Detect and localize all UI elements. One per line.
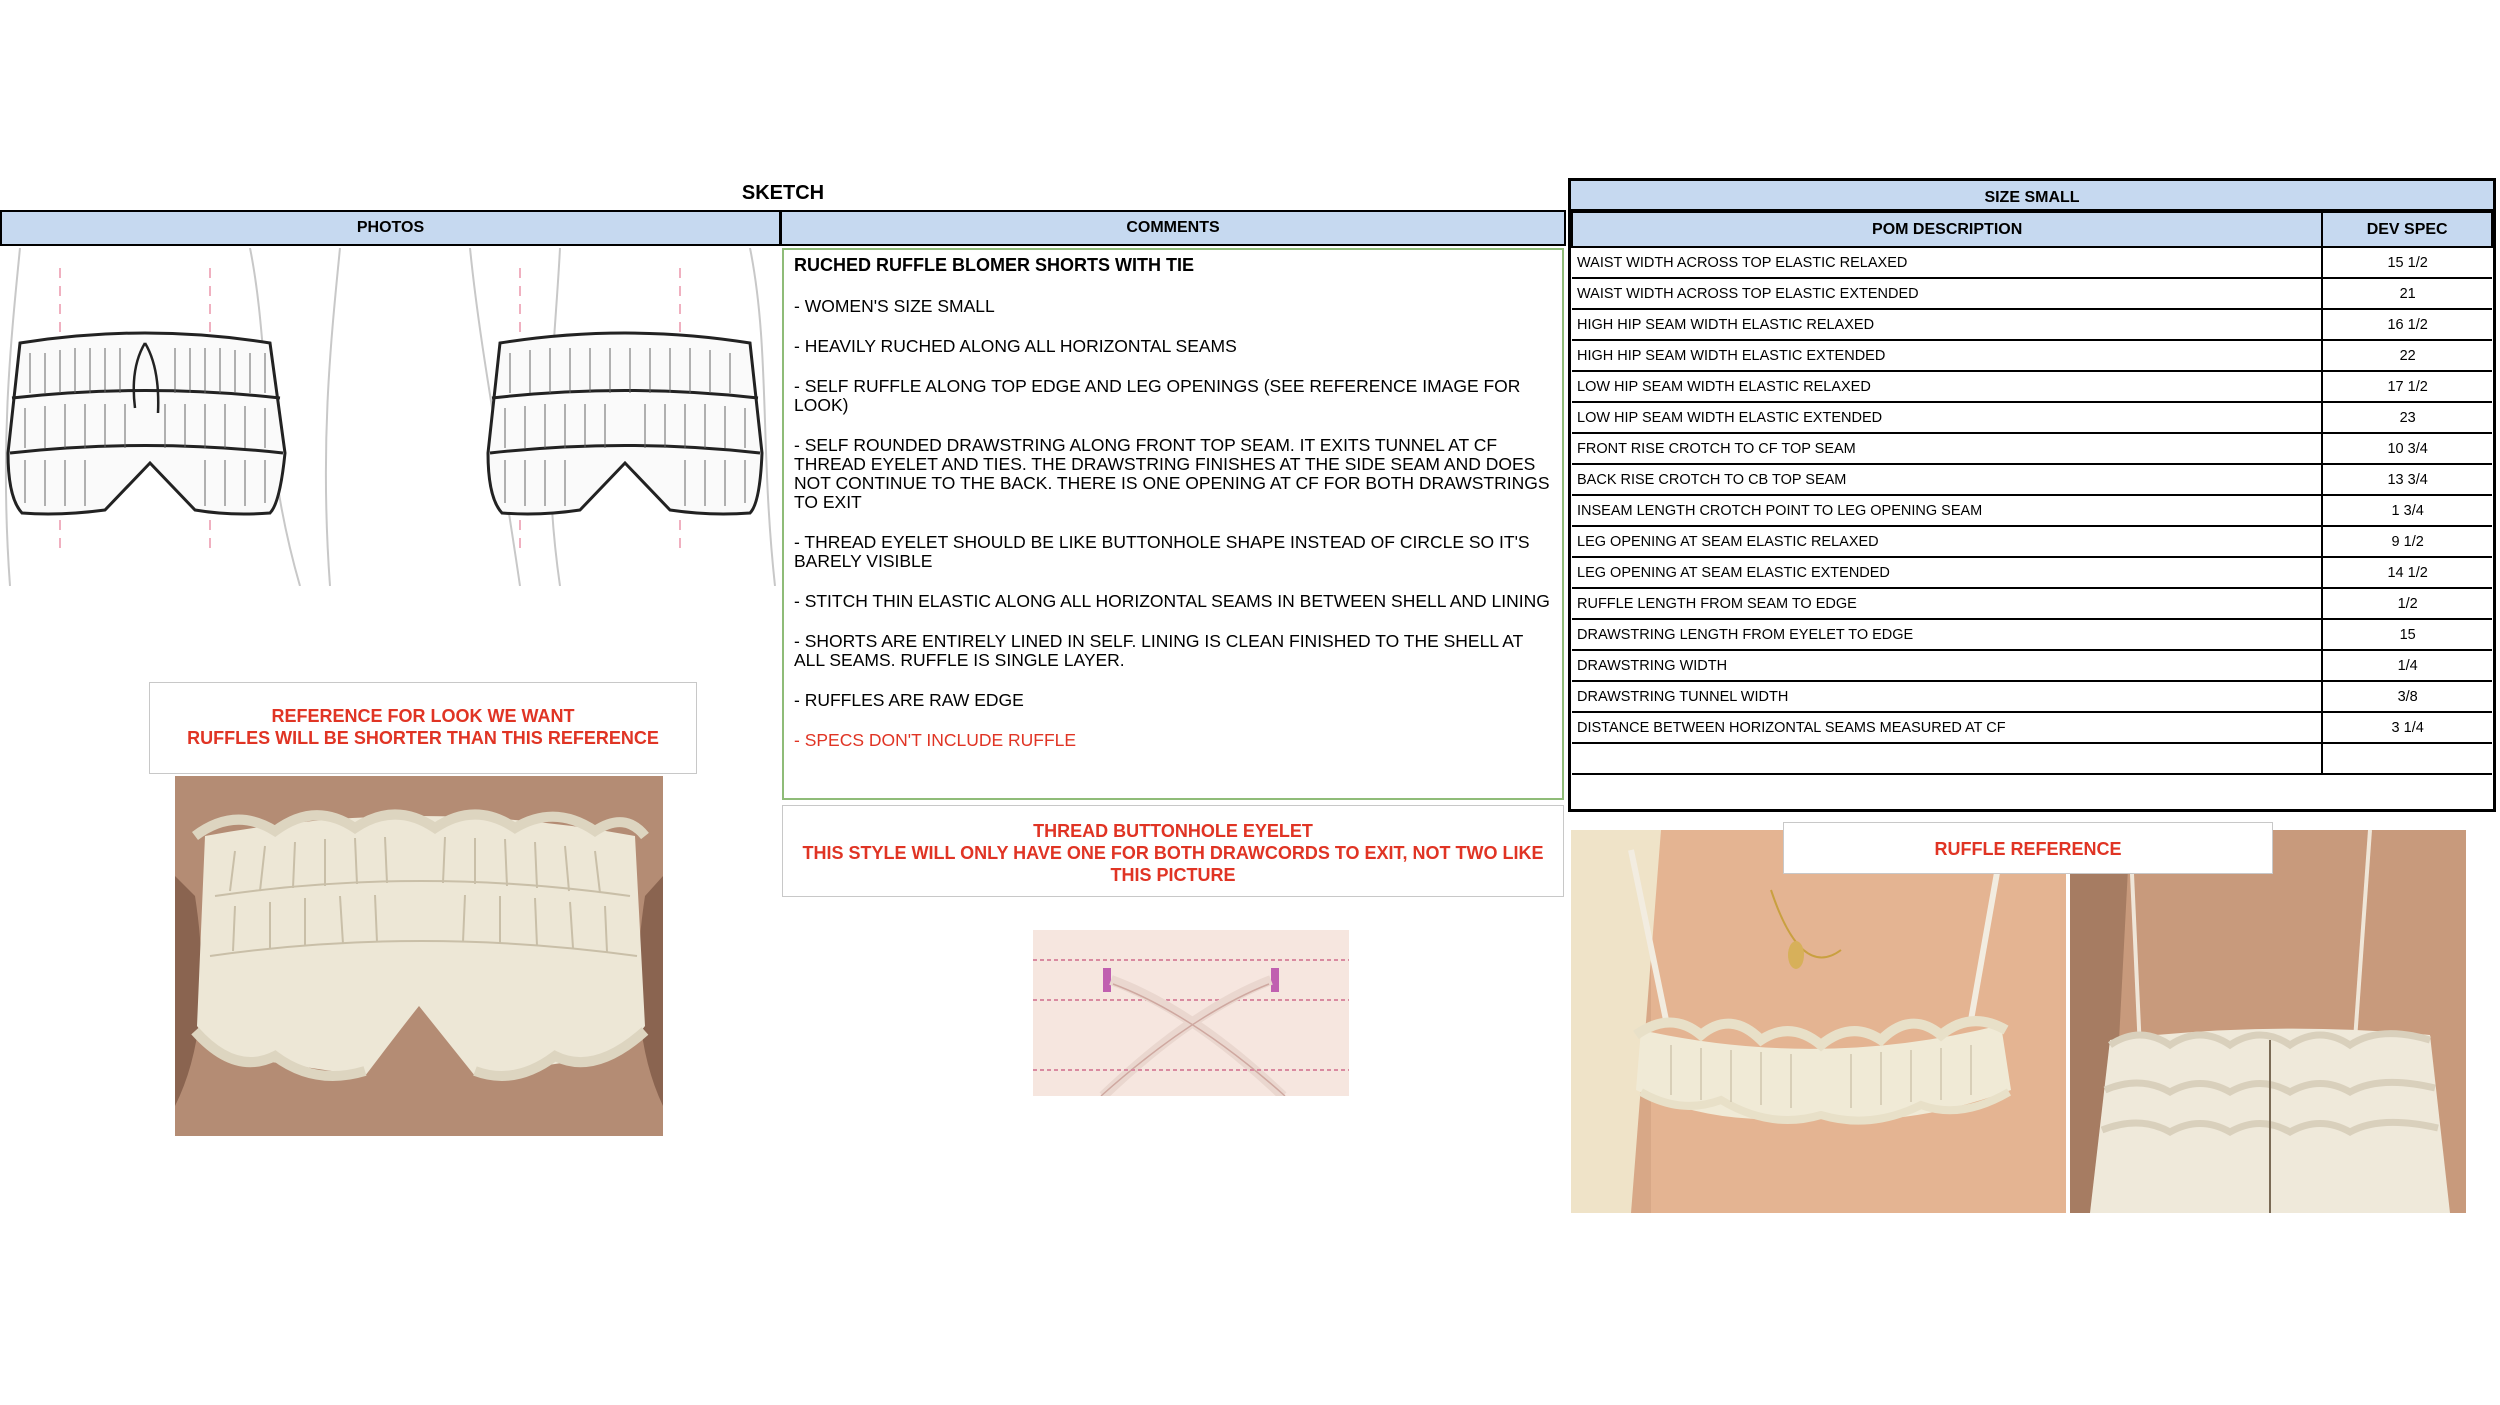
table-row	[1572, 402, 2492, 433]
pom-cell: LEG OPENING AT SEAM ELASTIC EXTENDED	[1572, 557, 2322, 588]
ruffle-reference-photo-back	[2070, 830, 2466, 1213]
flat-sketches	[0, 248, 780, 586]
table-row	[1572, 743, 2492, 774]
pom-cell: BACK RISE CROTCH TO CB TOP SEAM	[1572, 464, 2322, 495]
reference-shorts-photo	[175, 776, 663, 1136]
spec-cell: 14 1/2	[2322, 557, 2492, 588]
reference-look-callout	[149, 682, 697, 774]
table-row	[1572, 588, 2492, 619]
spec-cell: 21	[2322, 278, 2492, 309]
ruffle-reference-photo-front	[1571, 830, 2066, 1213]
ruffle-reference-callout: RUFFLE REFERENCE	[1783, 822, 2273, 874]
table-row	[1572, 619, 2492, 650]
comment-line: - THREAD EYELET SHOULD BE LIKE BUTTONHOLE SHAPE INSTEAD OF CIRCLE SO IT'S BARELY VISIBLE	[794, 532, 1530, 571]
pom-cell	[1572, 743, 2322, 774]
table-row	[1572, 557, 2492, 588]
pom-cell: INSEAM LENGTH CROTCH POINT TO LEG OPENING SEAM	[1572, 495, 2322, 526]
pom-cell: FRONT RISE CROTCH TO CF TOP SEAM	[1572, 433, 2322, 464]
spec-column-header: DEV SPEC	[2322, 212, 2492, 247]
callout-line: REFERENCE FOR LOOK WE WANT	[271, 706, 575, 726]
spec-cell: 16 1/2	[2322, 309, 2492, 340]
spec-cell: 1/2	[2322, 588, 2492, 619]
table-row	[1572, 278, 2492, 309]
pom-column-header: POM DESCRIPTION	[1572, 212, 2322, 247]
table-row	[1572, 247, 2492, 278]
spec-cell: 1/4	[2322, 650, 2492, 681]
spec-cell	[2322, 743, 2492, 774]
table-row	[1572, 495, 2492, 526]
photos-header: PHOTOS	[0, 210, 781, 246]
table-row	[1572, 371, 2492, 402]
spec-cell: 22	[2322, 340, 2492, 371]
comment-line: - WOMEN'S SIZE SMALL	[794, 296, 995, 316]
size-table-title: SIZE SMALL	[1571, 178, 2493, 211]
spec-cell: 15	[2322, 619, 2492, 650]
callout-line: THIS STYLE WILL ONLY HAVE ONE FOR BOTH DRAWCORDS TO EXIT, NOT TWO LIKE THIS PICTURE	[802, 843, 1544, 885]
pom-cell: DISTANCE BETWEEN HORIZONTAL SEAMS MEASURED AT CF	[1572, 712, 2322, 743]
table-row	[1572, 526, 2492, 557]
comment-line: - RUFFLES ARE RAW EDGE	[794, 690, 1024, 710]
table-row	[1572, 433, 2492, 464]
spec-cell: 10 3/4	[2322, 433, 2492, 464]
spec-cell: 3/8	[2322, 681, 2492, 712]
spec-cell: 15 1/2	[2322, 247, 2492, 278]
pom-cell: LOW HIP SEAM WIDTH ELASTIC EXTENDED	[1572, 402, 2322, 433]
table-row	[1572, 650, 2492, 681]
callout-line: THREAD BUTTONHOLE EYELET	[1033, 821, 1313, 841]
spec-cell: 13 3/4	[2322, 464, 2492, 495]
spec-cell: 3 1/4	[2322, 712, 2492, 743]
buttonhole-callout	[782, 805, 1564, 897]
pom-cell: HIGH HIP SEAM WIDTH ELASTIC EXTENDED	[1572, 340, 2322, 371]
callout-line: RUFFLES WILL BE SHORTER THAN THIS REFERENCE	[187, 728, 659, 748]
pom-cell: DRAWSTRING WIDTH	[1572, 650, 2322, 681]
table-row	[1572, 681, 2492, 712]
comment-line: - SHORTS ARE ENTIRELY LINED IN SELF. LINING IS CLEAN FINISHED TO THE SHELL AT ALL SEAMS. RUFFLE IS SINGLE LAYER.	[794, 631, 1524, 670]
pom-cell: WAIST WIDTH ACROSS TOP ELASTIC EXTENDED	[1572, 278, 2322, 309]
comments-box	[782, 248, 1564, 800]
pom-cell: RUFFLE LENGTH FROM SEAM TO EDGE	[1572, 588, 2322, 619]
pom-cell: HIGH HIP SEAM WIDTH ELASTIC RELAXED	[1572, 309, 2322, 340]
shorts-flat-drawing	[0, 248, 780, 586]
back-shorts	[488, 333, 762, 514]
spec-cell: 1 3/4	[2322, 495, 2492, 526]
comment-line: - HEAVILY RUCHED ALONG ALL HORIZONTAL SEAMS	[794, 336, 1237, 356]
pom-cell: DRAWSTRING TUNNEL WIDTH	[1572, 681, 2322, 712]
comments-title: RUCHED RUFFLE BLOMER SHORTS WITH TIE	[794, 255, 1194, 275]
specs-note: - SPECS DON'T INCLUDE RUFFLE	[794, 730, 1077, 750]
spec-cell: 23	[2322, 402, 2492, 433]
comment-line: - STITCH THIN ELASTIC ALONG ALL HORIZONTAL SEAMS IN BETWEEN SHELL AND LINING	[794, 591, 1550, 611]
table-row	[1572, 309, 2492, 340]
front-shorts	[8, 333, 285, 514]
table-row	[1572, 340, 2492, 371]
comment-line: - SELF RUFFLE ALONG TOP EDGE AND LEG OPENINGS (SEE REFERENCE IMAGE FOR LOOK)	[794, 376, 1521, 415]
table-header-row	[1572, 212, 2492, 247]
pom-cell: DRAWSTRING LENGTH FROM EYELET TO EDGE	[1572, 619, 2322, 650]
pom-table	[1571, 211, 2493, 775]
sketch-title: SKETCH	[741, 182, 825, 204]
comment-line: - SELF ROUNDED DRAWSTRING ALONG FRONT TOP SEAM. IT EXITS TUNNEL AT CF THREAD EYELET AND TIES. THE DRAWSTRING FINISHES AT THE SIDE SEAM AND DOES NOT CONTINUE TO THE BACK. THERE IS ONE OPENING AT CF FOR BOTH DRAWSTRINGS TO EXIT	[794, 435, 1550, 512]
pom-cell: WAIST WIDTH ACROSS TOP ELASTIC RELAXED	[1572, 247, 2322, 278]
table-row	[1572, 712, 2492, 743]
pom-cell: LEG OPENING AT SEAM ELASTIC RELAXED	[1572, 526, 2322, 557]
pom-cell: LOW HIP SEAM WIDTH ELASTIC RELAXED	[1572, 371, 2322, 402]
comments-header: COMMENTS	[781, 210, 1566, 246]
buttonhole-eyelet-photo	[1033, 900, 1349, 1096]
spec-cell: 17 1/2	[2322, 371, 2492, 402]
table-row	[1572, 464, 2492, 495]
spec-cell: 9 1/2	[2322, 526, 2492, 557]
